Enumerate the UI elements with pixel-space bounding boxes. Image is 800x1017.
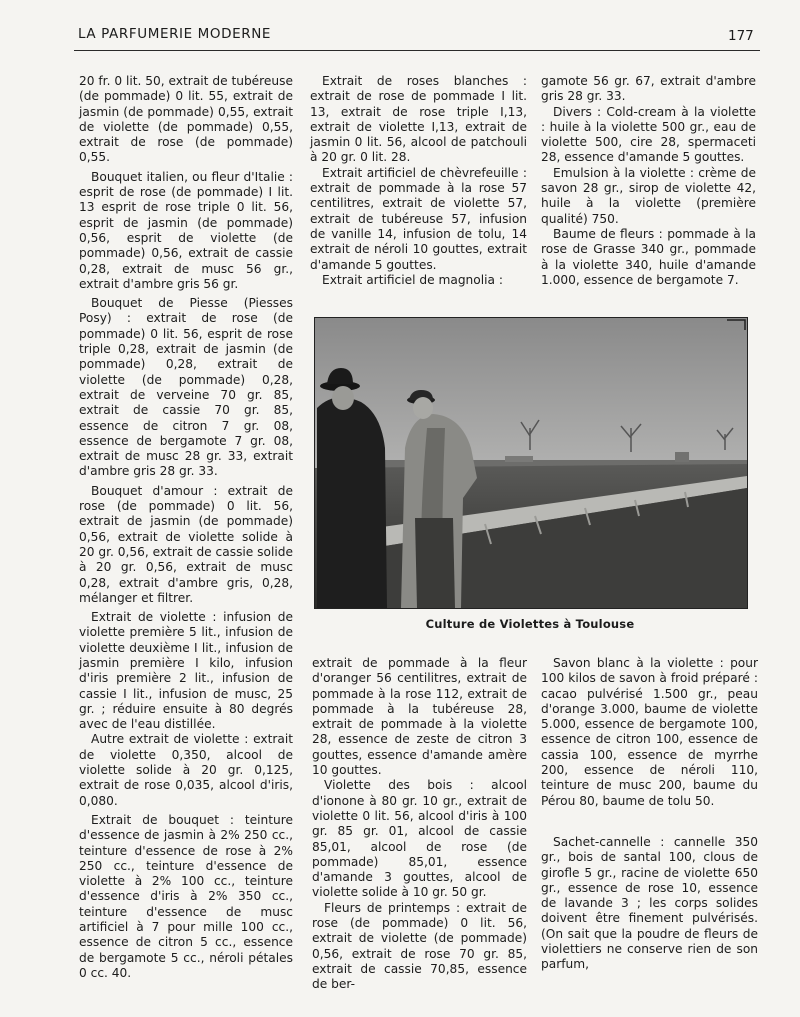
paragraph: Extrait artificiel de chèvrefeuille : extrait de pommade à la rose 57 centilitres, extrait de violette 57, extrait de tubéreuse 57, infusion de vanille 14, infusion de tolu, 14 extrait de néroli 10 gouttes, extrait d'amande 5 gouttes.: [310, 165, 527, 272]
page-number: 177: [728, 28, 754, 44]
paragraph: Fleurs de printemps : extrait de rose (de pommade) 0 lit. 56, extrait de violette (de pommade) 0,56, extrait de rose 70 gr. 85, extrait de cassie 70,85, essence de ber-: [312, 900, 527, 992]
paragraph: Violette des bois : alcool d'ionone à 80 gr. 10 gr., extrait de violette 0 lit. 56, alcool d'iris à 100 gr. 85 gr. 01, alcool de cassie 85,01, alcool de rose (de pommade) 85,01, essence d'amande 3 gouttes, alcool de violette solide à 10 gr. 50 gr.: [312, 778, 527, 900]
paragraph: Divers : Cold-cream à la violette : huile à la violette 500 gr., eau de violette 500, cire 28, spermaceti 28, essence d'amande 5 gouttes.: [541, 104, 756, 165]
violet-field-photograph: [314, 317, 748, 609]
paragraph: Extrait de bouquet : teinture d'essence de jasmin à 2% 250 cc., teinture d'essence de rose à 2% 250 cc., teinture d'essence de violette à 2% 100 cc., teinture d'essence d'iris à 2% 350 cc., teinture d'essence de musc artificiel à 7 pour mille 100 cc., essence de citron 5 cc., essence de bergamote 5 cc., néroli pétales 0 cc. 40.: [79, 812, 293, 980]
paragraph: Extrait de roses blanches : extrait de rose de pommade I lit. 13, extrait de rose triple I,13, extrait de violette I,13, extrait de jasmin 0 lit. 56, alcool de patchouli à 20 gr. 0 lit. 28.: [310, 74, 527, 165]
paragraph: 20 fr. 0 lit. 50, extrait de tubéreuse (de pommade) 0 lit. 55, extrait de jasmin (de pommade) 0,55, extrait de violette (de pommade) 0,55, extrait de rose (de pommade) 0,55.: [79, 74, 293, 165]
paragraph: Bouquet d'amour : extrait de rose (de pommade) 0 lit. 56, extrait de jasmin (de pommade) 0,56, extrait de violette solide à 20 gr. 0,56, extrait de cassie solide à 20 gr. 0,56, extrait de musc 0,28, extrait d'ambre gris, 0,28, mélanger et filtrer.: [79, 483, 293, 605]
paragraph: Baume de fleurs : pommade à la rose de Grasse 340 gr., pommade à la violette 340, huile d'amande 1.000, essence de bergamote 7.: [541, 226, 756, 287]
paragraph: Extrait artificiel de magnolia :: [322, 272, 503, 287]
text-column-middle-top: [310, 74, 527, 288]
paragraph: Bouquet italien, ou fleur d'Italie : esprit de rose (de pommade) I lit. 13 esprit de rose triple 0 lit. 56, esprit de jasmin (de pommade) 0,56, esprit de violette (de pommade) 0,56, extrait de cassie 0,28, extrait de musc 56 gr., extrait d'ambre gris 56 gr.: [79, 169, 293, 291]
header-rule: [74, 50, 760, 51]
paragraph: Emulsion à la violette : crème de savon 28 gr., sirop de violette 42, huile à la violette (première qualité) 750.: [541, 165, 756, 226]
paragraph: Sachet-cannelle : cannelle 350 gr., bois de santal 100, clous de girofle 5 gr., racine de violette 650 gr., essence de rose 10, essence de lavande 3 ; les corps solides doivent être finement pulvérisés. (On sait que la poudre de fleurs de violettiers ne conserve rien de son parfum,: [541, 834, 758, 972]
paragraph: Extrait de violette : infusion de violette première 5 lit., infusion de violette deuxième I lit., infusion de jasmin première I kilo, infusion d'iris première 2 lit., infusion de cassie I lit., infusion de musc, 25 gr. ; réduire ensuite à 80 degrés avec de l'eau distillée.: [79, 610, 293, 732]
paragraph: extrait de pommade à la fleur d'oranger 56 centilitres, extrait de pommade à la rose 112, extrait de pommade à la tubéreuse 28, extrait de pommade à la violette 28, essence de zeste de citron 3 gouttes, essence d'amande amère 10 gouttes.: [312, 656, 527, 778]
journal-title: LA PARFUMERIE MODERNE: [78, 26, 272, 42]
paragraph: gamote 56 gr. 67, extrait d'ambre gris 28 gr. 33.: [541, 74, 756, 104]
text-column-middle-bottom: [312, 656, 527, 993]
paragraph: Savon blanc à la violette : pour 100 kilos de savon à froid préparé : cacao pulvérisé 1.500 gr., peau d'orange 3.000, baume de violette 5.000, essence de bergamote 100, essence de citron 100, essence de cassia 100, essence de myrrhe 200, essence de néroli 110, teinture de musc 200, baume du Pérou 80, baume de tolu 50.: [541, 656, 758, 808]
paragraph: Autre extrait de violette : extrait de violette 0,350, alcool de violette solide à 20 gr. 0,125, extrait de rose 0,035, alcool d'iris, 0,080.: [79, 732, 293, 808]
text-column-left: [79, 74, 293, 981]
text-column-right-bottom: [541, 656, 758, 973]
paragraph: Bouquet de Piesse (Piesses Posy) : extrait de rose (de pommade) 0 lit. 56, esprit de rose triple 0,28, extrait de jasmin (de pommade) 0,28, extrait de violette (de pommade) 0,28, extrait de verveine 70 gr. 85, extrait de cassie 70 gr. 85, essence de citron 7 gr. 08, essence de bergamote 7 gr. 08, extrait de musc 28 gr. 33, extrait d'ambre gris 28 gr. 33.: [79, 296, 293, 479]
photo-caption: Culture de Violettes à Toulouse: [425, 617, 635, 631]
text-column-right-top: [541, 74, 756, 288]
